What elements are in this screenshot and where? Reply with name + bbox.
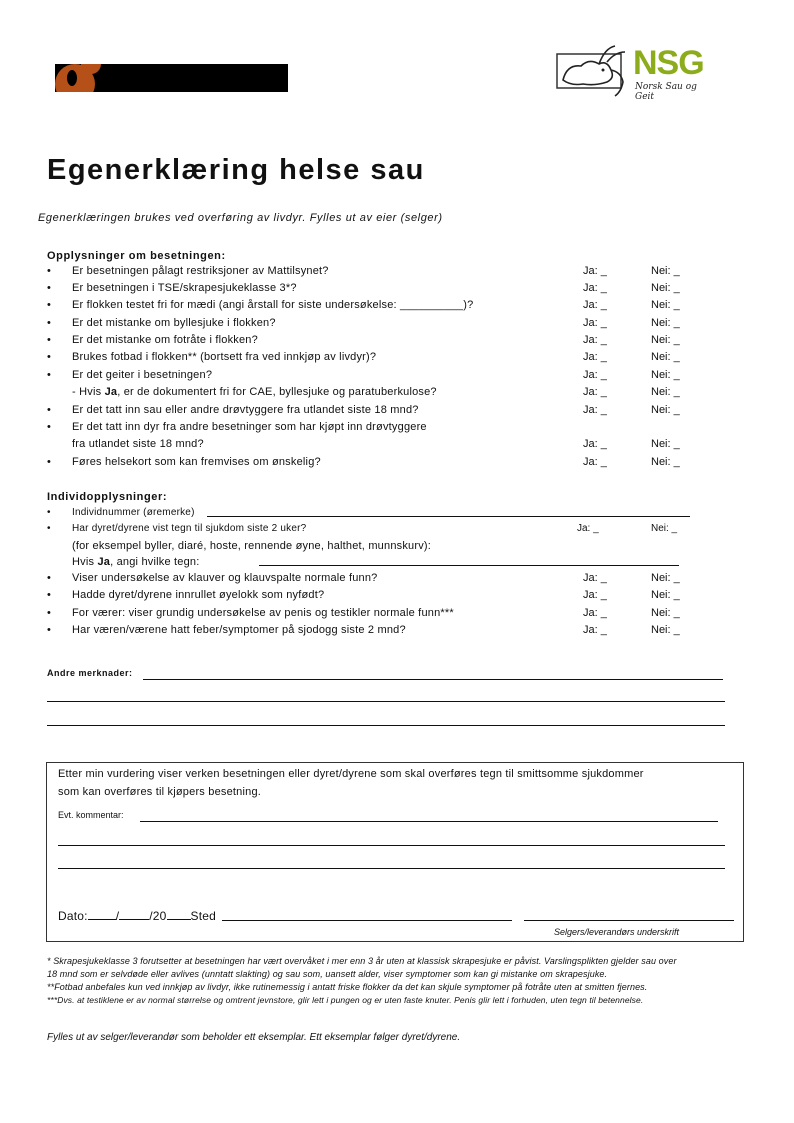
section-heading-herd: Opplysninger om besetningen: <box>47 250 226 262</box>
final-note: Fylles ut av selger/leverandør som beholder ett eksemplar. Ett eksemplar følger dyret/dyrene. <box>47 1032 461 1043</box>
question-text: Er det mistanke om fotråte i flokken? <box>72 334 258 346</box>
answer-yes-field[interactable]: Ja: _ <box>583 572 607 584</box>
bullet-icon: • <box>47 624 51 636</box>
question-row <box>47 265 747 281</box>
bullet-icon: • <box>47 507 51 518</box>
remarks-field-line-1[interactable] <box>143 670 723 680</box>
answer-yes-field[interactable]: Ja: _ <box>583 624 607 636</box>
answer-yes-field[interactable]: Ja: _ <box>583 589 607 601</box>
nsg-logo <box>555 42 715 102</box>
footnote-1a: * Skrapesjukeklasse 3 forutsetter at besetningen har vært overvåket i mer enn 3 år uten at klassisk skrapesjuke er påvist. Varslingsplikten gjelder sau over <box>47 956 677 966</box>
date-separator: / <box>115 909 120 923</box>
bullet-icon: • <box>47 334 51 346</box>
signature-field[interactable] <box>524 911 734 921</box>
question-row <box>47 299 747 315</box>
answer-no-field[interactable]: Nei: _ <box>651 369 680 381</box>
bullet-icon: • <box>47 421 51 433</box>
question-text: Er det geiter i besetningen? <box>72 369 213 381</box>
question-row <box>47 351 747 367</box>
answer-yes-field[interactable]: Ja: _ <box>583 404 607 416</box>
answer-yes-field[interactable]: Ja: _ <box>583 299 607 311</box>
individual-id-field[interactable] <box>207 507 690 517</box>
page-subtitle: Egenerklæringen brukes ved overføring av livdyr. Fylles ut av eier (selger) <box>38 212 443 224</box>
answer-yes-field[interactable]: Ja: _ <box>577 523 599 534</box>
answer-no-field[interactable]: Nei: _ <box>651 523 678 534</box>
answer-no-field[interactable]: Nei: _ <box>651 572 680 584</box>
bullet-icon: • <box>47 282 51 294</box>
answer-no-field[interactable]: Nei: _ <box>651 317 680 329</box>
answer-yes-field[interactable]: Ja: _ <box>583 351 607 363</box>
answer-yes-field[interactable]: Ja: _ <box>583 438 607 450</box>
date-month-field[interactable] <box>119 910 149 920</box>
remarks-label: Andre merknader: <box>47 668 133 678</box>
comment-field-line-2[interactable] <box>58 836 725 846</box>
bullet-icon: • <box>47 572 51 584</box>
answer-yes-field[interactable]: Ja: _ <box>583 369 607 381</box>
question-text: Er det mistanke om byllesjuke i flokken? <box>72 317 276 329</box>
date-label: Dato: <box>58 909 88 923</box>
question-row <box>47 624 747 640</box>
signature-label: Selgers/leverandørs underskrift <box>554 927 680 937</box>
nsg-tagline: Norsk Sau og Geit <box>635 82 697 102</box>
symptoms-field[interactable] <box>259 556 679 566</box>
individual-id-row <box>47 507 747 523</box>
section-heading-individual: Individopplysninger: <box>47 491 168 503</box>
question-text: Brukes fotbad i flokken** (bortsett fra ved innkjøp av livdyr)? <box>72 351 377 363</box>
bullet-icon: • <box>47 589 51 601</box>
question-row <box>47 421 747 437</box>
question-row <box>47 589 747 605</box>
answer-no-field[interactable]: Nei: _ <box>651 334 680 346</box>
sheep-goat-icon <box>555 42 635 102</box>
answer-no-field[interactable]: Nei: _ <box>651 456 680 468</box>
answer-yes-field[interactable]: Ja: _ <box>583 265 607 277</box>
question-row-continued <box>47 540 747 556</box>
comment-label: Evt. kommentar: <box>58 810 124 820</box>
question-text: Er besetningen i TSE/skrapesjukeklasse 3*? <box>72 282 297 294</box>
remarks-field-line-2[interactable] <box>47 692 725 702</box>
question-row <box>47 572 747 588</box>
question-row <box>47 334 747 350</box>
answer-no-field[interactable]: Nei: _ <box>651 282 680 294</box>
bullet-icon: • <box>47 369 51 381</box>
answer-no-field[interactable]: Nei: _ <box>651 404 680 416</box>
footnote-3: ***Dvs. at testiklene er av normal størrelse og omtrent jevnstore, glir lett i pungen og er uten faste knuter. Penis glir lett i forhuden, uten tegn til betennelse. <box>47 995 644 1005</box>
answer-yes-field[interactable]: Ja: _ <box>583 456 607 468</box>
question-text: Hvis Ja, angi hvilke tegn: <box>72 556 200 568</box>
question-text: Hadde dyret/dyrene innrullet øyelokk som nyfødt? <box>72 589 325 601</box>
individual-id-label: Individnummer (øremerke) <box>72 507 195 518</box>
footnote-2: **Fotbad anbefales kun ved innkjøp av livdyr, ikke rutinemessig i antatt friske flokker da det kan skjule symptomer på fotråte uten at smitten fjernes. <box>47 982 648 992</box>
question-text: Er det tatt inn sau eller andre drøvtyggere fra utlandet siste 18 mnd? <box>72 404 419 416</box>
place-label: Sted <box>190 909 217 923</box>
question-row-continued <box>47 556 747 572</box>
question-text: - Hvis Ja, er de dokumentert fri for CAE, byllesjuke og paratuberkulose? <box>72 386 437 398</box>
question-row <box>47 317 747 333</box>
bullet-icon: • <box>47 607 51 619</box>
answer-no-field[interactable]: Nei: _ <box>651 607 680 619</box>
bullet-icon: • <box>47 317 51 329</box>
question-row-sub <box>47 386 747 402</box>
question-text: Viser undersøkelse av klauver og klauvspalte normale funn? <box>72 572 378 584</box>
remarks-field-line-3[interactable] <box>47 716 725 726</box>
question-text: Har væren/værene hatt feber/symptomer på sjodogg siste 2 mnd? <box>72 624 406 636</box>
answer-no-field[interactable]: Nei: _ <box>651 351 680 363</box>
nsg-wordmark: NSG <box>633 44 704 82</box>
question-text: Er flokken testet fri for mædi (angi årstall for siste undersøkelse: __________)? <box>72 299 474 311</box>
date-year-field[interactable] <box>167 910 191 920</box>
date-year-prefix: /20 <box>149 909 167 923</box>
answer-no-field[interactable]: Nei: _ <box>651 299 680 311</box>
bullet-icon: • <box>47 404 51 416</box>
bullet-icon: • <box>47 265 51 277</box>
answer-no-field[interactable]: Nei: _ <box>651 438 680 450</box>
bullet-icon: • <box>47 351 51 363</box>
answer-no-field[interactable]: Nei: _ <box>651 589 680 601</box>
answer-yes-field[interactable]: Ja: _ <box>583 334 607 346</box>
question-text: Føres helsekort som kan fremvises om ønskelig? <box>72 456 321 468</box>
bullet-icon: • <box>47 299 51 311</box>
answer-yes-field[interactable]: Ja: _ <box>583 607 607 619</box>
bullet-icon: • <box>47 456 51 468</box>
question-text: fra utlandet siste 18 mnd? <box>72 438 204 450</box>
footnote-1b: 18 mnd som er selvdøde eller avlives (unntatt slakting) og sau som, uansett alder, viser symptomer som kan gi mistanke om skrapesjuke. <box>47 969 608 979</box>
answer-no-field[interactable]: Nei: _ <box>651 624 680 636</box>
question-text: Er det tatt inn dyr fra andre besetninger som har kjøpt inn drøvtyggere <box>72 421 427 433</box>
logo-cutout <box>67 70 77 86</box>
question-row <box>47 282 747 298</box>
answer-yes-field[interactable]: Ja: _ <box>583 386 607 398</box>
answer-no-field[interactable]: Nei: _ <box>651 265 680 277</box>
question-row <box>47 369 747 385</box>
organization-logo-bar <box>55 64 288 92</box>
comment-field-line-3[interactable] <box>58 859 725 869</box>
answer-yes-field[interactable]: Ja: _ <box>583 282 607 294</box>
question-text: Har dyret/dyrene vist tegn til sjukdom siste 2 uker? <box>72 523 307 534</box>
question-row <box>47 523 747 539</box>
answer-no-field[interactable]: Nei: _ <box>651 386 680 398</box>
question-text: Er besetningen pålagt restriksjoner av Mattilsynet? <box>72 265 329 277</box>
question-row <box>47 404 747 420</box>
declaration-line-2: som kan overføres til kjøpers besetning. <box>58 786 262 798</box>
declaration-line-1: Etter min vurdering viser verken besetningen eller dyret/dyrene som skal overføres tegn til smittsomme sjukdommer <box>58 768 644 780</box>
comment-field-line-1[interactable] <box>140 812 718 822</box>
date-day-field[interactable] <box>88 910 116 920</box>
place-field[interactable] <box>222 911 512 921</box>
answer-yes-field[interactable]: Ja: _ <box>583 317 607 329</box>
question-row <box>47 607 747 623</box>
question-text: For værer: viser grundig undersøkelse av penis og testikler normale funn*** <box>72 607 454 619</box>
question-text: (for eksempel byller, diaré, hoste, rennende øyne, halthet, munnskurv): <box>72 540 432 552</box>
question-row-continued <box>47 438 747 454</box>
question-row <box>47 456 747 472</box>
page-title: Egenerklæring helse sau <box>47 154 425 186</box>
date-place-row <box>58 909 216 923</box>
bullet-icon: • <box>47 523 51 534</box>
